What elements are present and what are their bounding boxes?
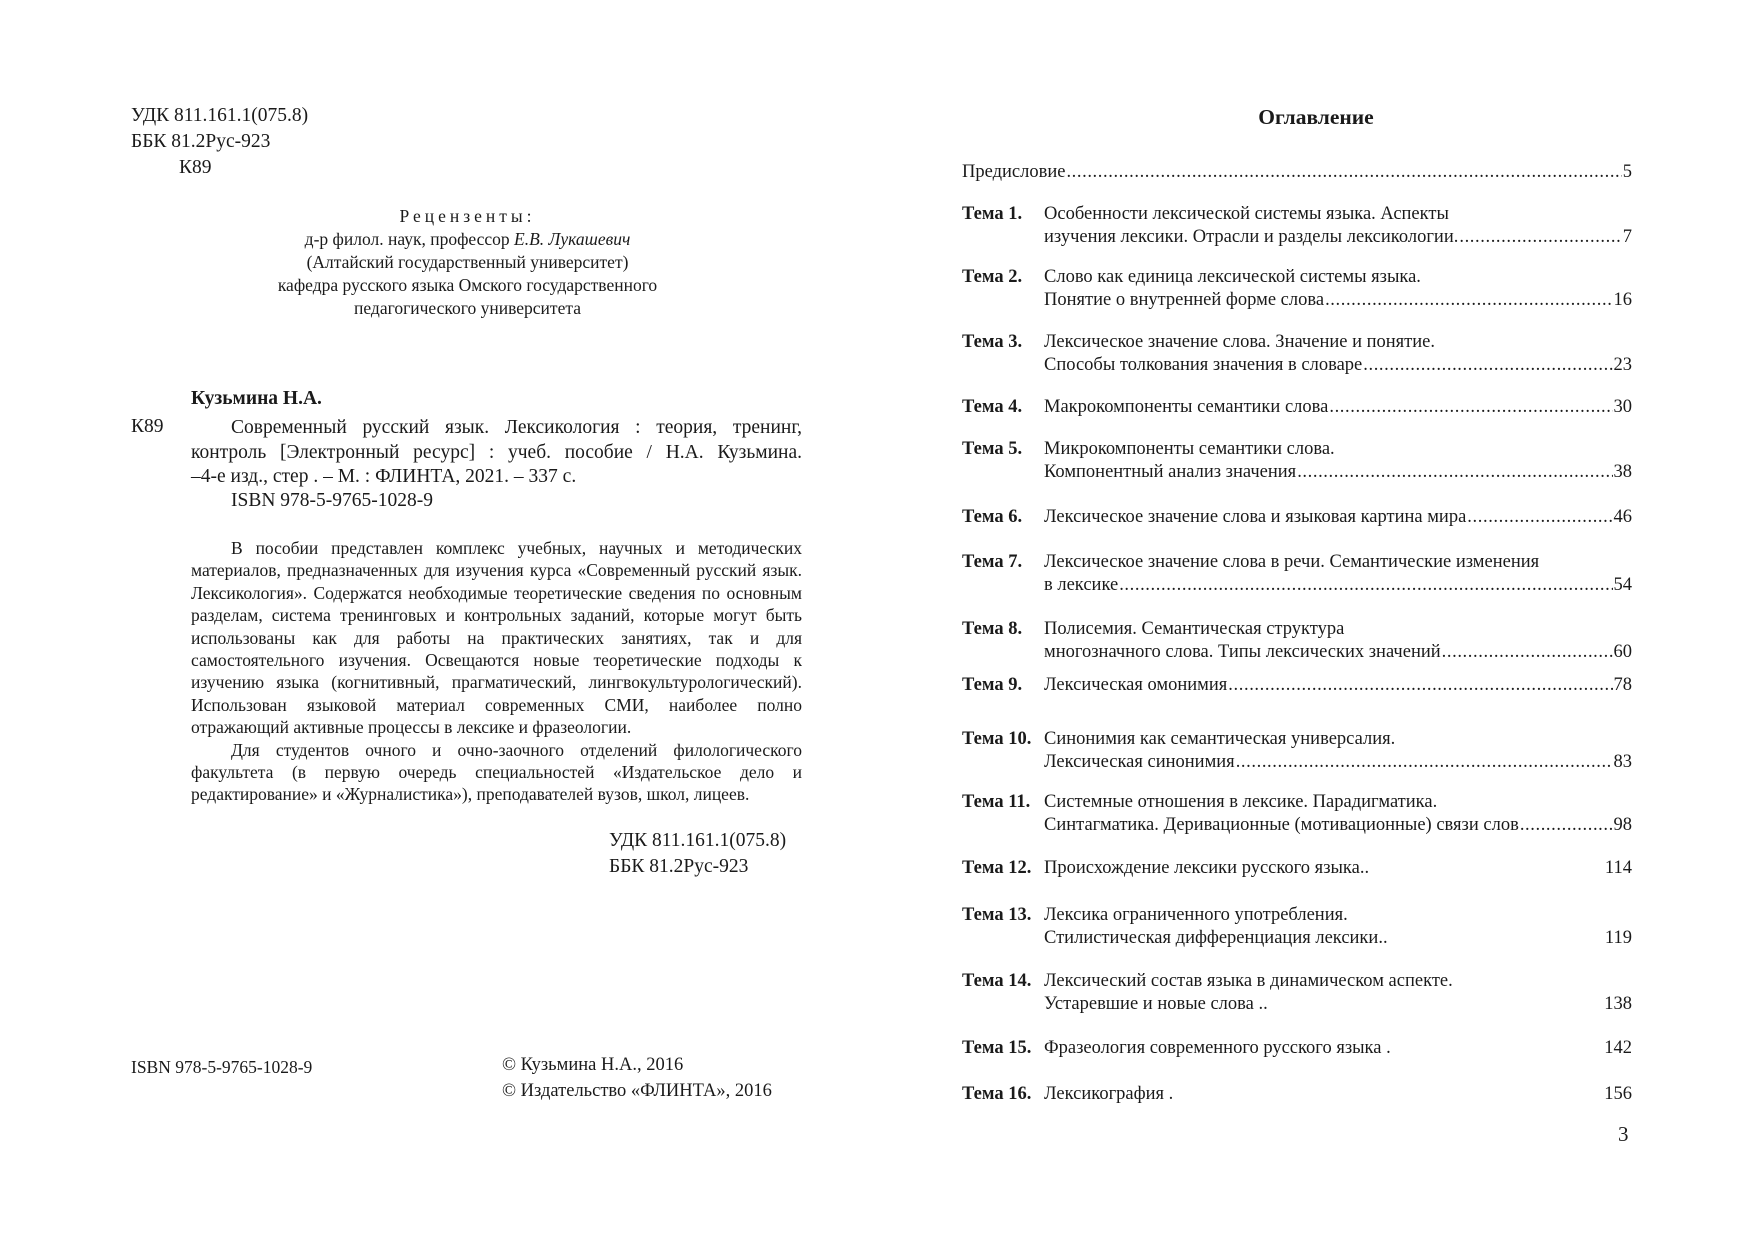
toc-entry-text: Системные отношения в лексике. Парадигматика. <box>1044 792 1438 812</box>
toc-entry-label: Тема 8. <box>962 619 1023 639</box>
toc-entry-10[interactable] <box>962 728 1632 773</box>
toc-entry-body <box>1044 396 1632 419</box>
toc-entry-body <box>1044 791 1632 836</box>
toc-entry-body <box>1044 266 1632 311</box>
bottom-bbk: ББК 81.2Рус-923 <box>609 856 749 877</box>
toc-entry-label: Тема 5. <box>962 439 1023 459</box>
toc-entry-text: Лексика ограниченного употребления. <box>1044 905 1348 925</box>
reviewer-1-name: Е.В. Лукашевич <box>514 229 631 249</box>
toc-entry-label: Тема 10. <box>962 729 1032 749</box>
toc-entry-label: Тема 4. <box>962 397 1023 417</box>
toc-entry-15[interactable] <box>962 1037 1632 1060</box>
toc-entry-text: многозначного слова. Типы лексических значений <box>1044 641 1441 662</box>
toc-row <box>962 161 1632 184</box>
toc-entry-16[interactable] <box>962 1083 1632 1106</box>
toc-entry-1[interactable] <box>962 203 1632 248</box>
toc-page-number: 138 <box>1604 993 1632 1014</box>
reviewer-2-line-1: кафедра русского языка Омского государственного <box>277 275 658 295</box>
toc-entry-text: Лексический состав языка в динамическом аспекте. <box>1044 971 1453 991</box>
toc-entry-label: Тема 12. <box>962 858 1032 878</box>
toc-page-number: 7 <box>1622 226 1632 247</box>
toc-row <box>1044 674 1632 697</box>
toc-entry-text: изучения лексики. Отрасли и разделы лексикологии. <box>1044 226 1459 247</box>
toc-leader-dots <box>1228 674 1612 697</box>
toc-page-number: 156 <box>1604 1084 1632 1104</box>
toc-entry-text: Полисемия. Семантическая структура <box>1044 619 1345 639</box>
toc-row <box>1044 904 1632 927</box>
toc-entry-body <box>1044 551 1632 596</box>
abstract-paragraph-2: Для студентов очного и очно-заочного отделений филологического факультета (в первую очередь специальностей «Издательское дело и редактирование» и «Журналистика»), преподавателей вузов, школ, лицеев. <box>191 739 802 805</box>
toc-row <box>1044 551 1632 574</box>
toc-entry-text: Синонимия как семантическая универсалия. <box>1044 729 1396 749</box>
toc-entry-label: Тема 7. <box>962 552 1023 572</box>
toc-entry-body <box>1044 728 1632 773</box>
toc-page-number: 46 <box>1613 507 1632 527</box>
toc-entry-7[interactable] <box>962 551 1632 596</box>
toc-row <box>1044 618 1632 641</box>
toc-entry-body <box>1044 1037 1632 1060</box>
toc-entry-label: Тема 2. <box>962 267 1023 287</box>
toc-row <box>1044 266 1632 289</box>
reviewer-2-line-2: педагогического университета <box>354 298 581 318</box>
toc-entry-body <box>1044 904 1632 949</box>
toc-entry-text: Синтагматика. Деривационные (мотивационные) связи слов <box>1044 814 1519 835</box>
bibliographic-record <box>191 416 802 490</box>
toc-leader-dots <box>1066 161 1621 184</box>
toc-entry-body <box>1044 506 1632 529</box>
toc-entry-text: Микрокомпоненты семантики слова. <box>1044 439 1335 459</box>
toc-entry-text: Устаревшие и новые слова .. <box>1044 993 1268 1014</box>
toc-entry-label: Тема 1. <box>962 204 1023 224</box>
toc-entry-label: Тема 15. <box>962 1038 1032 1058</box>
record-line-3: –4-е изд., стер . – М. : ФЛИНТА, 2021. – 337 с. <box>191 466 577 487</box>
toc-entry-4[interactable] <box>962 396 1632 419</box>
bottom-classification-codes <box>609 828 786 880</box>
toc-row <box>1044 289 1632 312</box>
bottom-udk: УДК 811.161.1(075.8) <box>609 830 787 851</box>
toc-row <box>1044 993 1632 1016</box>
toc-entry-text: в лексике <box>1044 574 1119 595</box>
toc-entry-text: Лексическое значение слова и языковая картина мира <box>1044 507 1467 527</box>
toc-page-number: 60 <box>1613 641 1632 662</box>
toc-entry-body <box>1044 1083 1632 1106</box>
copyright-block <box>502 1052 772 1104</box>
udk-code: УДК 811.161.1(075.8) <box>131 105 309 126</box>
record-author: Кузьмина Н.А. <box>191 388 322 409</box>
toc-page-number: 78 <box>1613 675 1632 695</box>
toc-entry-text: Слово как единица лексической системы языка. <box>1044 267 1421 287</box>
toc-page-number: 38 <box>1613 461 1632 482</box>
toc-row <box>1044 1083 1632 1106</box>
toc-page-number: 54 <box>1613 574 1632 595</box>
toc-entry-text: Понятие о внутренней форме слова <box>1044 289 1325 310</box>
toc-entry-label: Тема 11. <box>962 792 1031 812</box>
toc-row <box>1044 641 1632 664</box>
reviewer-1-affiliation: (Алтайский государственный университет) <box>306 252 629 272</box>
toc-entry-body <box>1044 331 1632 376</box>
toc-row <box>1044 814 1632 837</box>
toc-entry-text: Макрокомпоненты семантики слова <box>1044 397 1329 417</box>
toc-entry-8[interactable] <box>962 618 1632 663</box>
bbk-code: ББК 81.2Рус-923 <box>131 131 271 152</box>
toc-row <box>1044 506 1632 529</box>
toc-row <box>1044 927 1632 950</box>
toc-entry-body <box>1044 970 1632 1015</box>
toc-entry-text: Особенности лексической системы языка. Аспекты <box>1044 204 1449 224</box>
toc-leader-dots <box>1459 226 1621 249</box>
toc-leader-dots <box>1467 506 1612 529</box>
toc-row <box>1044 461 1632 484</box>
toc-row <box>1044 396 1632 419</box>
toc-entry-3[interactable] <box>962 331 1632 376</box>
toc-leader-dots <box>1329 396 1612 419</box>
toc-entry-text: Лексическое значение слова. Значение и понятие. <box>1044 332 1435 352</box>
toc-row <box>1044 970 1632 993</box>
toc-entry-text: Лексикография . <box>1044 1084 1174 1104</box>
toc-leader-dots <box>1119 574 1612 597</box>
toc-row <box>1044 331 1632 354</box>
abstract-paragraph-1: В пособии представлен комплекс учебных, научных и методических материалов, предназначенных для изучения курса «Современный русский язык. Лексикология». Содержатся необходимые теоретические сведения по основным разделам, система тренинговых и контрольных заданий, которые могут быть использованы как для работы на практических занятиях, так и для самостоятельного изучения. Освещаются новые теоретические подходы к изучению языка (когнитивный, прагматический, лингвокультурологический). Использован языковой материал современных СМИ, наиболее полно отражающий активные процессы в лексике и фразеологии. <box>191 538 802 738</box>
toc-entry-12[interactable] <box>962 857 1632 880</box>
record-line-2: контроль [Электронный ресурс] : учеб. пособие / Н.А. Кузьмина. <box>191 441 802 463</box>
toc-title: Оглавление <box>1258 105 1374 129</box>
toc-entry-text: Происхождение лексики русского языка.. <box>1044 858 1370 878</box>
toc-page-number: 23 <box>1613 354 1632 375</box>
record-author-mark: К89 <box>131 416 164 437</box>
toc-entry-text: Стилистическая дифференциация лексики.. <box>1044 927 1388 948</box>
toc-leader-dots <box>1297 461 1612 484</box>
toc-page-number: 30 <box>1613 397 1632 417</box>
reviewers-heading: Рецензенты: <box>399 206 536 226</box>
toc-entry-9[interactable] <box>962 674 1632 697</box>
toc-leader-dots <box>1325 289 1612 312</box>
toc-page-number: 83 <box>1613 751 1632 772</box>
toc-leader-dots <box>1363 354 1612 377</box>
toc-page-number: 5 <box>1622 162 1632 182</box>
reviewer-1 <box>200 228 735 251</box>
toc-entry-body <box>1044 438 1632 483</box>
toc-entry-body <box>1044 203 1632 248</box>
left-page <box>0 0 877 1240</box>
toc-entry-label: Тема 3. <box>962 332 1023 352</box>
toc-entry-text: Предисловие <box>962 162 1066 182</box>
toc-entry-label: Тема 16. <box>962 1084 1032 1104</box>
toc-entry-text: Фразеология современного русского языка . <box>1044 1038 1391 1058</box>
toc-entry-text: Лексическая омонимия <box>1044 675 1228 695</box>
toc-page-number: 114 <box>1604 858 1632 878</box>
toc-row <box>1044 438 1632 461</box>
toc-row <box>1044 857 1632 880</box>
toc-entry-5[interactable] <box>962 438 1632 483</box>
footer-isbn: ISBN 978-5-9765-1028-9 <box>131 1057 313 1077</box>
toc-entry-label: Тема 13. <box>962 905 1032 925</box>
toc-entry-label: Тема 14. <box>962 971 1032 991</box>
classification-codes <box>131 103 308 181</box>
toc-row <box>1044 1037 1632 1060</box>
toc-leader-dots <box>1442 641 1613 664</box>
page-number: 3 <box>1618 1122 1629 1146</box>
toc-entry-text: Способы толкования значения в словаре <box>1044 354 1363 375</box>
record-isbn: ISBN 978-5-9765-1028-9 <box>231 490 434 511</box>
author-mark: К89 <box>179 157 212 178</box>
toc-row <box>1044 751 1632 774</box>
toc-entry-body <box>1044 674 1632 697</box>
toc-entry-body <box>1044 857 1632 880</box>
toc-entry-6[interactable] <box>962 506 1632 529</box>
toc-entry-text: Компонентный анализ значения <box>1044 461 1297 482</box>
copyright-publisher: © Издательство «ФЛИНТА», 2016 <box>502 1081 772 1101</box>
copyright-author: © Кузьмина Н.А., 2016 <box>502 1055 684 1075</box>
toc-entry-text: Лексическая синонимия <box>1044 751 1235 772</box>
abstract <box>191 537 802 806</box>
toc-page-number: 142 <box>1604 1038 1632 1058</box>
toc-row <box>1044 574 1632 597</box>
toc-leader-dots <box>1520 814 1613 837</box>
toc-entry-label: Тема 6. <box>962 507 1023 527</box>
toc-page-number: 16 <box>1613 289 1632 310</box>
toc-entry-2[interactable] <box>962 266 1632 311</box>
toc-entry-13[interactable] <box>962 904 1632 949</box>
toc-row <box>1044 354 1632 377</box>
toc-row <box>1044 226 1632 249</box>
toc-entry-body <box>1044 618 1632 663</box>
toc-row <box>1044 728 1632 751</box>
toc-leader-dots <box>1236 751 1613 774</box>
record-line-1: Современный русский язык. Лексикология : теория, тренинг, <box>231 417 802 438</box>
toc-entry-text: Лексическое значение слова в речи. Семантические изменения <box>1044 552 1540 572</box>
toc-page-number: 98 <box>1613 814 1632 835</box>
reviewers-block <box>200 205 735 320</box>
toc-entry-11[interactable] <box>962 791 1632 836</box>
toc-row <box>1044 791 1632 814</box>
toc-entry-label: Тема 9. <box>962 675 1023 695</box>
toc-entry-14[interactable] <box>962 970 1632 1015</box>
reviewer-1-prefix: д-р филол. наук, профессор <box>304 229 515 249</box>
toc-page-number: 119 <box>1604 927 1632 948</box>
toc-row <box>1044 203 1632 226</box>
